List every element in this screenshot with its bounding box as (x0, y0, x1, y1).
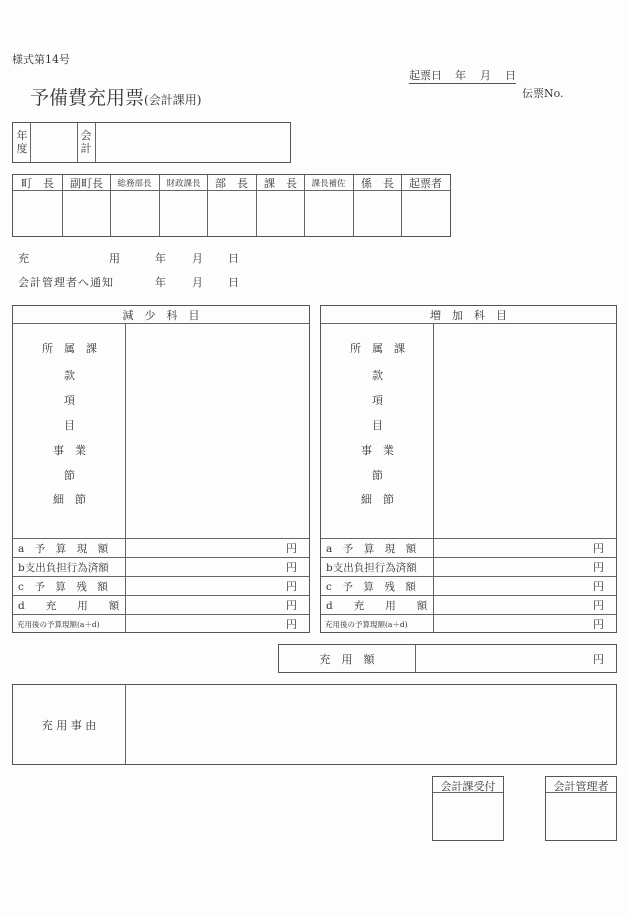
amount-row (321, 596, 616, 614)
receipt-stamp-area[interactable] (433, 793, 503, 840)
manager-stamp-area[interactable] (546, 793, 616, 840)
notice-date: 会計管理者へ通知 年 月 日 (18, 276, 239, 289)
amount-field[interactable] (126, 596, 309, 614)
approval-stamp-cell[interactable] (353, 191, 402, 236)
field-label: 事 業 (361, 444, 394, 457)
appropriation-date: 充 用 年 月 日 (18, 252, 239, 265)
account-label: 会 計 (80, 129, 92, 155)
field-label: 所 属 課 (42, 342, 97, 355)
approval-header: 財政課長 (166, 178, 201, 189)
approval-header: 総務部長 (117, 178, 152, 189)
approval-stamp-cell[interactable] (13, 191, 62, 236)
reason-box (12, 684, 617, 765)
amount-label: d 充 用 額 (326, 599, 428, 612)
amount-label: d 充 用 額 (18, 599, 120, 612)
total-amount-field[interactable] (416, 645, 601, 672)
approval-header: 課 長 (264, 176, 297, 190)
field-label: 目 (64, 419, 75, 432)
amount-field[interactable] (434, 596, 616, 614)
receipt-stamp-label: 会計課受付 (440, 780, 496, 793)
approval-stamp-cell[interactable] (304, 191, 353, 236)
approval-stamp-cell[interactable] (207, 191, 256, 236)
account-details-field[interactable] (126, 324, 309, 538)
approval-header: 課長補佐 (311, 178, 346, 189)
amount-row (13, 577, 309, 595)
amount-label: 充用後の予算現額(a＋d) (325, 619, 408, 629)
form-number: 様式第14号 (12, 53, 70, 66)
yen-unit: 円 (593, 618, 604, 631)
reason-label: 充 用 事 由 (41, 718, 97, 732)
amount-row (321, 615, 616, 633)
issue-date (409, 70, 516, 84)
year-field[interactable] (31, 123, 77, 162)
amount-field[interactable] (434, 577, 616, 595)
issue-date-month: 月 (480, 69, 491, 82)
amount-label: 充用後の予算現額(a＋d) (17, 619, 100, 629)
yen-unit: 円 (286, 618, 297, 631)
amount-row (13, 615, 309, 633)
yen-unit: 円 (593, 561, 604, 574)
approval-stamp-cell[interactable] (401, 191, 450, 236)
reason-field[interactable] (126, 685, 616, 764)
field-label: 項 (64, 394, 75, 407)
amount-field[interactable] (126, 615, 309, 633)
amount-row (321, 539, 616, 557)
yen-unit: 円 (286, 580, 297, 593)
yen-unit: 円 (286, 542, 297, 555)
issue-date-label: 起票日 (409, 69, 442, 82)
amount-label: c 予 算 残 額 (326, 580, 416, 593)
approval-stamp-cell[interactable] (256, 191, 305, 236)
amount-row (321, 577, 616, 595)
amount-row (13, 558, 309, 576)
amount-label: c 予 算 残 額 (18, 580, 108, 593)
field-label: 細 節 (361, 493, 394, 506)
manager-stamp-label: 会計管理者 (553, 780, 609, 793)
amount-field[interactable] (126, 558, 309, 576)
yen-unit: 円 (593, 599, 604, 612)
field-label: 節 (372, 469, 383, 482)
amount-label: b支出負担行為済額 (326, 561, 417, 574)
fiscal-box (12, 122, 291, 163)
yen-unit: 円 (593, 542, 604, 555)
amount-label: b支出負担行為済額 (18, 561, 109, 574)
amount-label: a 予 算 現 額 (18, 542, 109, 555)
approval-header: 係 長 (361, 176, 394, 190)
amount-field[interactable] (434, 615, 616, 633)
yen-unit: 円 (286, 561, 297, 574)
field-label: 節 (64, 469, 75, 482)
amount-field[interactable] (434, 558, 616, 576)
amount-row (13, 596, 309, 614)
field-label: 事 業 (53, 444, 86, 457)
field-label: 目 (372, 419, 383, 432)
slip-no-label: 伝票No. (522, 87, 564, 100)
issue-date-year: 年 (455, 69, 466, 82)
amount-field[interactable] (434, 539, 616, 557)
approval-table (12, 174, 451, 237)
issue-date-day: 日 (505, 69, 516, 82)
receipt-stamp-box (432, 776, 504, 841)
yen-unit: 円 (286, 599, 297, 612)
amount-label: a 予 算 現 額 (326, 542, 417, 555)
panel-header: 減 少 科 目 (122, 308, 200, 322)
page-title (30, 83, 201, 110)
approval-stamp-cell[interactable] (159, 191, 208, 236)
field-label: 款 (372, 369, 383, 382)
field-label: 所 属 課 (350, 342, 405, 355)
amount-field[interactable] (126, 539, 309, 557)
approval-header: 部 長 (215, 176, 248, 190)
decrease-panel (12, 305, 310, 633)
field-label: 細 節 (53, 493, 86, 506)
total-yen-unit: 円 (593, 652, 604, 666)
increase-panel (320, 305, 617, 633)
approval-header: 副町長 (70, 176, 103, 190)
amount-row (321, 558, 616, 576)
yen-unit: 円 (593, 580, 604, 593)
approval-header: 起票者 (409, 176, 442, 190)
field-label: 項 (372, 394, 383, 407)
total-amount-box (278, 644, 617, 673)
amount-row (13, 539, 309, 557)
approval-header: 町 長 (21, 176, 54, 190)
title-main: 予備費充用票 (30, 87, 145, 109)
approval-stamp-cell[interactable] (62, 191, 111, 236)
total-amount-label: 充 用 額 (319, 652, 375, 666)
account-field[interactable] (96, 123, 290, 162)
field-label: 款 (64, 369, 75, 382)
year-label: 年 度 (16, 129, 28, 155)
amount-field[interactable] (126, 577, 309, 595)
account-details-field[interactable] (434, 324, 616, 538)
panel-header: 増 加 科 目 (430, 308, 507, 322)
title-sub: (会計課用) (144, 93, 202, 107)
manager-stamp-box (545, 776, 617, 841)
approval-stamp-cell[interactable] (110, 191, 159, 236)
